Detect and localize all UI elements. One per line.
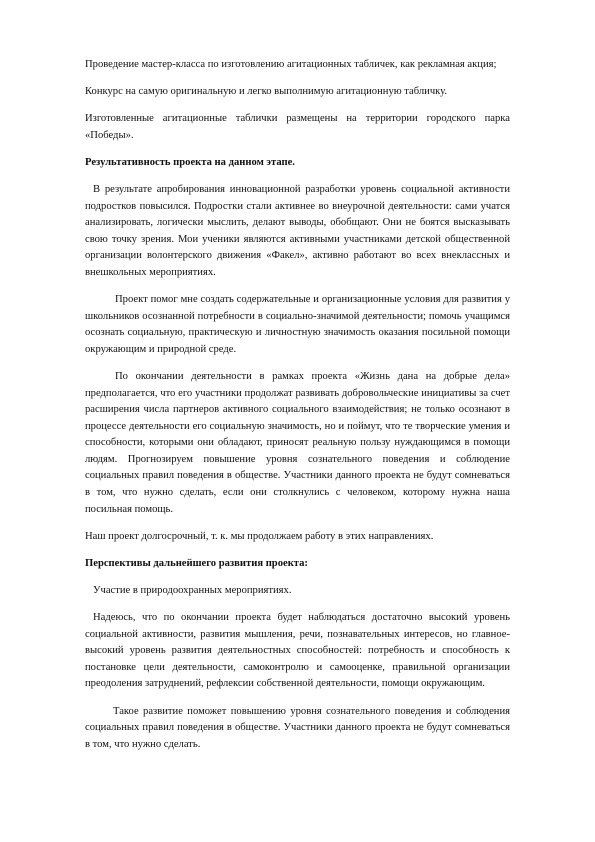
heading-perspectives: Перспективы дальнейшего развития проекта: bbox=[85, 557, 308, 569]
paragraph-project-outcome: По окончании деятельности в рамках проекта «Жизнь дана на добрые дела» предполагается, что его участники продолжат развивать добровольческие инициативы за счет расширения числа партнеров активного социального взаимодействия; не только осознают в процессе деятельности его социальную значимость, но и поймут, что те творческие умения и способности, которыми они обладают, приносят реальную пользу нуждающимся в помощи людям. Прогнозируем повышение уровня сознательного поведения и соблюдение социальных правил поведения в обществе. Участники данного проекта не будут сомневаться в том, что нужно сделать, если они столкнулись с человеком, которому нужна наша посильная помощь. bbox=[85, 370, 510, 515]
paragraph-results-activity: В результате апробирования инновационной разработки уровень социальной активности подростков повысился. Подростки стали активнее во внеурочной деятельности: сами учатся анализировать, логически мыслить, делают выводы, обобщают. Они не боятся высказывать свою точку зрения. Мои ученики являются активными участниками детской общественной организации волонтерского движения «Факел», активно работают во всех внеклассных и внешкольных мероприятиях. bbox=[85, 183, 510, 278]
heading-results: Результативность проекта на данном этапе. bbox=[85, 156, 295, 168]
paragraph-nature-events: Участие в природоохранных мероприятиях. bbox=[93, 584, 292, 596]
paragraph-project-helped: Проект помог мне создать содержательные и организационные условия для развития у школьников осознанной потребности в социально-значимой деятельности; помочь учащимся осознать социальную, практическую и личностную значимость оказания посильной помощи окружающим и природной среде. bbox=[85, 294, 510, 355]
paragraph-hope: Надеюсь, что по окончании проекта будет наблюдаться достаточно высокий уровень социальной активности, развития мышления, речи, познавательных интересов, но главное- высокий уровень развития деятельностных способностей: потребность и способность к постановке цели деятельности, самоконтролю и самооценке, правильной организации преодоления затруднений, рефлексии собственной деятельности, помощи окружающим. bbox=[85, 612, 510, 690]
paragraph-development: Такое развитие поможет повышению уровня сознательного поведения и соблюдения социальных правил поведения в обществе. Участники данного проекта не будут сомневаться в том, что нужно сделать. bbox=[85, 705, 510, 750]
document-page bbox=[85, 57, 510, 764]
paragraph-long-term: Наш проект долгосрочный, т. к. мы продолжаем работу в этих направлениях. bbox=[85, 530, 434, 542]
paragraph-master-class: Проведение мастер-класса по изготовлению агитационных табличек, как рекламная акция; bbox=[85, 59, 497, 70]
paragraph-signs-placed: Изготовленные агитационные таблички размещены на территории городского парка «Победы». bbox=[85, 113, 510, 141]
paragraph-contest: Конкурс на самую оригинальную и легко выполнимую агитационную табличку. bbox=[85, 86, 448, 98]
